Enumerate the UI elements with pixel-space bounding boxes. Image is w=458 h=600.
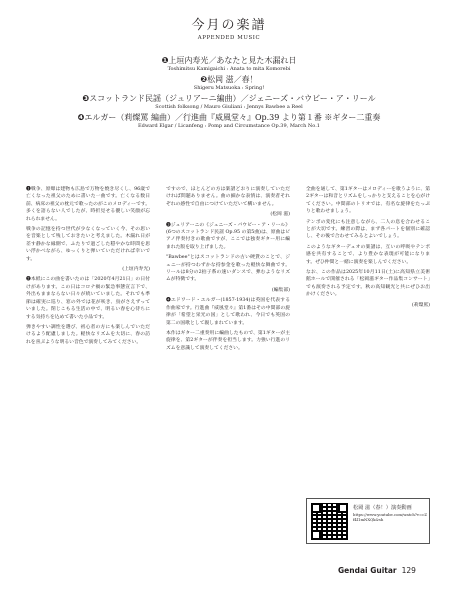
piece-title-jp: エルガー（莉燦罵 編曲）／行進曲『威風堂々』Op.39 より第１番 ※ギター二重奏 — [84, 113, 381, 122]
piece-title-en: Scottish folksong / Mauro Giuliani : Jennys Bawbee a Reel — [155, 104, 303, 110]
page-title: 今月の楽譜 — [191, 18, 267, 33]
paragraph: ですので、ほとんどの方は楽譜どおりに演奏していただければ問題ありません。曲の細かな表情は、演奏者それぞれの感性で自由につけていただいて構いません。 — [166, 187, 290, 207]
video-label: 松岡 滋（春！）演奏動画 — [353, 505, 412, 511]
paragraph: 本作はギター二重奏用に編曲したもので、第1ギターが主旋律を、第2ギターが伴奏を担当します。力強い行進のリズムを意識して演奏してください。 — [166, 330, 290, 351]
video-url[interactable]: https://www.youtube.com/watch?v=cZf4l1mNXQk&sh — [353, 512, 427, 522]
piece-number: ❶ — [161, 56, 169, 65]
qr-code-icon[interactable] — [311, 503, 348, 540]
paragraph: (上垣内寿光) — [122, 267, 150, 273]
paragraph: ❷本紙にこの曲を書いたのは「2020年4月21日」の日付けがあります。この日はコロナ禍の緊急事態宣言下で、外出もままならない日々が続いていました。それでも季節は確実に巡り、窓の外では花が咲き、鳥がさえずっていました。閉じこもる生活の中で、明るい春を心待ちにする気持ちを込めて書いた小品です。 — [26, 277, 150, 320]
text-column-2 — [166, 186, 290, 562]
paragraph: テンポの変化にも注意しながら、二人の息を合わせることが大切です。練習の際は、まず各パートを個別に確認し、その後で合わせてみるとよいでしょう。 — [306, 219, 430, 240]
paragraph: ❶戦争、原爆は建物も広島で万物を焼き尽くし、96歳で亡くなった祖父のために書いた一曲です。亡くなる数日前、病床の祖父の枕元で歌ったのがこのメロディーです。多くを語らない人でしたが、時折見せる優しい笑顔が忘れられません。 — [26, 187, 150, 222]
page-header — [0, 14, 458, 41]
paragraph: (松岡 滋) — [270, 212, 290, 218]
paragraph: このようなギターデュオの楽譜は、互いの呼吸やテンポ感を共有することで、より豊かな表現が可能になります。ぜひ仲間と一緒に演奏を楽しんでください。 — [306, 244, 430, 265]
paragraph: (編集部) — [271, 287, 290, 293]
paragraph: ❹エドワード・エルガー(1857-1934)は英国を代表する作曲家です。行進曲『威風堂々』第1番はその中間部の旋律が「希望と栄光の国」として歌われ、今日でも英国の第二の国歌として親しまれています。 — [166, 298, 290, 326]
piece-item — [0, 56, 458, 72]
page-subtitle: APPENDED MUSIC — [197, 35, 261, 41]
piece-number: ❹ — [77, 113, 85, 122]
piece-title-jp: スコットランド民謡（ジュリアーニ編曲）／ジェニーズ・バウビー・ア・リール — [89, 94, 376, 103]
video-link-box[interactable] — [306, 498, 430, 544]
paragraph: (莉燦罵) — [411, 302, 430, 308]
piece-title-jp: 上垣内寿光／あなたと見た木漏れ日 — [168, 56, 297, 65]
piece-item — [0, 75, 458, 91]
piece-item — [0, 113, 458, 129]
paragraph: ❸ジュリアーニの《ジェニーズ・バウビー・ア・リール》(6つのスコットランド民謡 Op.95 の第5曲)は、原曲はピアノ伴奏付きの歌曲ですが、ここでは独奏ギター用に編まれた版を取り上げました。 — [166, 222, 290, 250]
paragraph: 弾きやすい調性を選び、初心者の方にも楽しんでいただけるよう配慮しました。軽快なリズムを大切に、春の訪れを喜ぶような明るい音色で演奏してみてください。 — [26, 324, 150, 345]
piece-list — [0, 56, 458, 132]
magazine-name: Gendai Guitar — [338, 566, 397, 575]
piece-number: ❸ — [82, 94, 90, 103]
piece-title-en: Shigeru Matsuoka : Spring! — [193, 85, 265, 91]
piece-number: ❷ — [200, 75, 208, 84]
piece-title-en: Toshimitsu Kamigaichi : Anata to mita Komorebi — [167, 66, 291, 72]
piece-title-en: Edward Elgar / Licanfeng : Pomp and Circumstance Op.39, March No.1 — [138, 123, 320, 129]
paragraph: "Bawbee"とはスコットランドの古い硬貨のことで、ジェニーが持つわずかな持参金を歌った軽快な舞曲です。リールは8分の2拍子系の速いダンスで、弾むようなリズムが特徴です。 — [166, 255, 290, 283]
piece-item — [0, 94, 458, 110]
text-column-1 — [26, 186, 150, 562]
piece-title-jp: 松岡 滋／春！ — [207, 75, 258, 84]
page-footer — [338, 566, 416, 575]
paragraph: 全曲を通して、第1ギターはメロディーを歌うように、第2ギターは和音とリズムをしっかりと支えることを心がけてください。中間部のトリオでは、有名な旋律をたっぷりと歌わせましょう。 — [306, 187, 430, 215]
page-number: 129 — [401, 566, 416, 575]
paragraph: 戦争の記憶を持つ世代が少なくなっていく今、その思いを音楽として残しておきたいと考えました。木漏れ日が差す静かな縁側で、ふたりで過ごした穏やかな時間を思い浮かべながら、ゆっくりと弾いていただければ幸いです。 — [26, 227, 150, 262]
paragraph: なお、この作品は2025年10月11日(土)に高知県立美術館ホールで開催される「松岡滋ギター作品集コンサート」でも演奏される予定です。秋の高知観光と共にぜひお出かけください。 — [306, 270, 430, 298]
